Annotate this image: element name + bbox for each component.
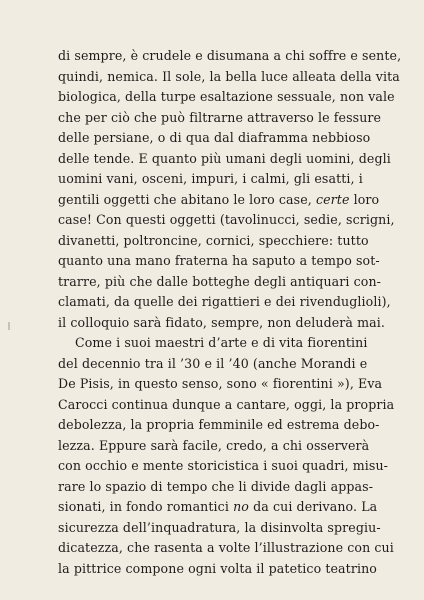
text-line: sicurezza dell’inquadratura, la disinvolta spregiu- xyxy=(58,519,381,535)
text-line-with-italic: sionati, in fondo romantici no da cui derivano. La xyxy=(58,499,378,514)
text-line: De Pisis, in questo senso, sono « fiorentini »), Eva xyxy=(58,376,383,391)
text-line-with-italic: gentili oggetti che abitano le loro case, certe loro xyxy=(58,191,380,207)
text-line: dicatezza, che rasenta a volte l’illustrazione con cui xyxy=(58,540,394,555)
text-line: del decennio tra il ’30 e il ’40 (anche Morandi e xyxy=(58,355,368,371)
text-line: che per ciò che può filtrarne attraverso le fessure xyxy=(58,109,382,125)
text-line: Carocci continua dunque a cantare, oggi, la propria xyxy=(58,396,395,412)
text-line: la pittrice compone ogni volta il patetico teatrino xyxy=(58,560,377,576)
text-line: delle persiane, o di qua dal diaframma nebbioso xyxy=(58,130,371,145)
text-line: Come i suoi maestri d’arte e di vita fiorentini xyxy=(75,335,368,350)
text-line: quanto una mano fraterna ha saputo a tempo sot- xyxy=(58,253,380,268)
text-line: il colloquio sarà fidato, sempre, non deluderà mai. xyxy=(58,314,386,330)
text-line: rare lo spazio di tempo che li divide dagli appas- xyxy=(58,478,374,494)
text-line: quindi, nemica. Il sole, la bella luce alleata della vita xyxy=(58,68,400,84)
text-line: lezza. Eppure sarà facile, credo, a chi osserverà xyxy=(58,437,370,453)
text-line: biologica, della turpe esaltazione sessuale, non vale xyxy=(58,89,395,104)
text-line: uomini vani, osceni, impuri, i calmi, gli esatti, i xyxy=(58,171,363,186)
text-line: debolezza, la propria femminile ed estrema debo- xyxy=(58,417,380,432)
text-line: clamati, da quelle dei rigattieri e dei rivendugliolі), xyxy=(58,294,391,309)
text-line: di sempre, è crudele e disumana a chi soffre e sente, xyxy=(58,48,402,63)
text-line: con occhio e mente storicistica i suoi quadri, misu- xyxy=(58,458,389,473)
text-line: divanetti, poltroncine, cornici, specchiere: tutto xyxy=(58,232,369,248)
text-line: trarre, più che dalle botteghe degli antiquari con- xyxy=(58,273,382,289)
page-edge-mark xyxy=(8,322,10,330)
text-line: case! Con questi oggetti (tavolinucci, sedie, scrigni, xyxy=(58,212,395,227)
text-line: delle tende. E quanto più umani degli uomini, degli xyxy=(58,150,391,166)
body-text xyxy=(58,46,402,579)
